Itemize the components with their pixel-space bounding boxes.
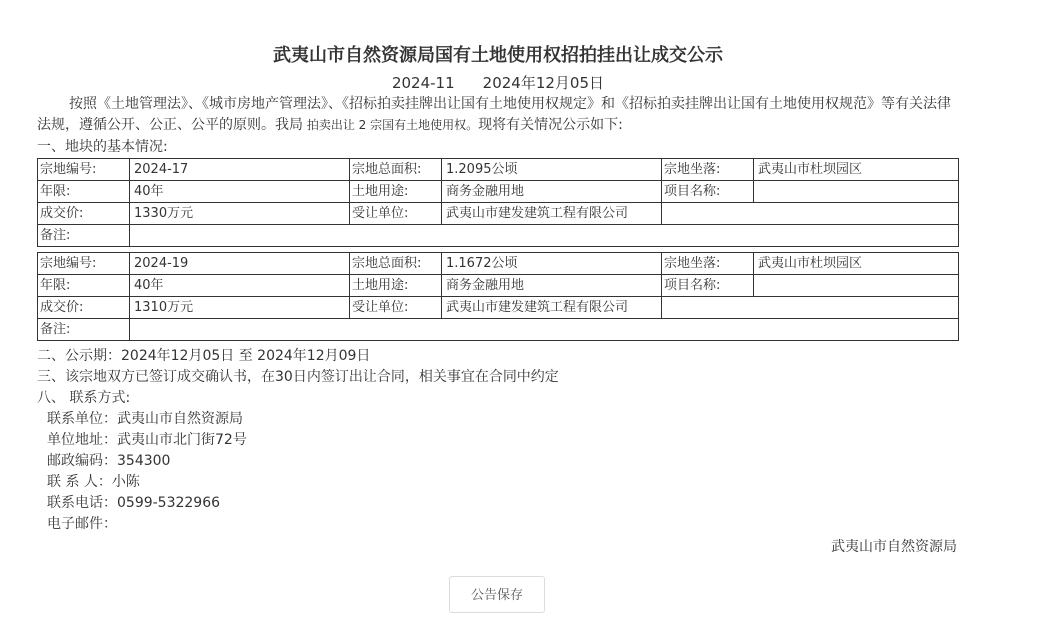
price-value: 1330万元	[130, 203, 350, 225]
contact-email: 电子邮件：	[47, 516, 117, 532]
intro-text: 按照《土地管理法》、《城市房地产管理法》、《招标拍卖挂牌出让国有土地使用权规定》和《招标拍卖挂牌出让国有土地使用权规范》等有关法律法规，遵循公开、公正、公平的原则。我局	[37, 96, 951, 133]
empty-cell	[662, 297, 959, 319]
table-row	[38, 319, 959, 341]
buyer-label: 受让单位:	[350, 297, 442, 319]
location-value: 武夷山市杜坝园区	[754, 253, 959, 275]
parcel-no-value: 2024-17	[130, 159, 350, 181]
price-label: 成交价:	[38, 297, 130, 319]
project-label: 项目名称:	[662, 275, 754, 297]
area-value: 1.2095公顷	[442, 159, 662, 181]
location-value: 武夷山市杜坝园区	[754, 159, 959, 181]
section-1-heading: 一、地块的基本情况:	[37, 139, 168, 155]
announcement-code: 2024-11	[391, 74, 455, 92]
table-row	[38, 253, 959, 275]
use-value: 商务金融用地	[442, 181, 662, 203]
project-label: 项目名称:	[662, 181, 754, 203]
use-label: 土地用途:	[350, 275, 442, 297]
page-title: 武夷山市自然资源局国有土地使用权招拍挂出让成交公示	[273, 45, 723, 66]
term-label: 年限:	[38, 275, 130, 297]
parcel-no-value: 2024-19	[130, 253, 350, 275]
parcel-table	[37, 158, 959, 247]
use-label: 土地用途:	[350, 181, 442, 203]
term-label: 年限:	[38, 181, 130, 203]
parcel-no-label: 宗地编号:	[38, 253, 130, 275]
price-label: 成交价:	[38, 203, 130, 225]
table-row	[38, 203, 959, 225]
table-row	[38, 159, 959, 181]
announcement-date: 2024年12月05日	[482, 74, 605, 92]
area-label: 宗地总面积:	[350, 159, 442, 181]
subtitle	[37, 73, 959, 93]
publicity-period: 二、公示期：2024年12月05日 至 2024年12月09日	[37, 348, 371, 364]
note-value	[130, 225, 959, 247]
contact-address: 单位地址：武夷山市北门街72号	[47, 432, 247, 448]
contact-unit: 联系单位：武夷山市自然资源局	[47, 411, 243, 427]
contact-person: 联 系 人：小陈	[47, 474, 140, 490]
note-value	[130, 319, 959, 341]
contact-postcode: 邮政编码：354300	[47, 453, 171, 469]
intro-paragraph	[37, 94, 959, 136]
intro-text-small: 拍卖出让 2 宗国有土地使用权。	[303, 118, 479, 132]
term-value: 40年	[130, 275, 350, 297]
contact-heading: 八、 联系方式:	[37, 390, 131, 406]
signature: 武夷山市自然资源局	[831, 539, 957, 555]
buyer-value: 武夷山市建发建筑工程有限公司	[442, 203, 662, 225]
area-label: 宗地总面积:	[350, 253, 442, 275]
term-value: 40年	[130, 181, 350, 203]
table-row	[38, 275, 959, 297]
buyer-label: 受让单位:	[350, 203, 442, 225]
intro-text-end: 现将有关情况公示如下:	[478, 117, 623, 133]
project-value	[754, 181, 959, 203]
empty-cell	[662, 203, 959, 225]
contact-phone: 联系电话：0599-5322966	[47, 495, 221, 511]
buyer-value: 武夷山市建发建筑工程有限公司	[442, 297, 662, 319]
parcel-no-label: 宗地编号:	[38, 159, 130, 181]
location-label: 宗地坐落:	[662, 253, 754, 275]
parcel-table	[37, 252, 959, 341]
note-label: 备注:	[38, 225, 130, 247]
contract-note: 三、该宗地双方已签订成交确认书，在30日内签订出让合同，相关事宜在合同中约定	[37, 369, 559, 385]
table-row	[38, 225, 959, 247]
area-value: 1.1672公顷	[442, 253, 662, 275]
project-value	[754, 275, 959, 297]
price-value: 1310万元	[130, 297, 350, 319]
location-label: 宗地坐落:	[662, 159, 754, 181]
note-label: 备注:	[38, 319, 130, 341]
table-row	[38, 297, 959, 319]
table-row	[38, 181, 959, 203]
use-value: 商务金融用地	[442, 275, 662, 297]
save-announcement-button[interactable]: 公告保存	[449, 576, 545, 613]
